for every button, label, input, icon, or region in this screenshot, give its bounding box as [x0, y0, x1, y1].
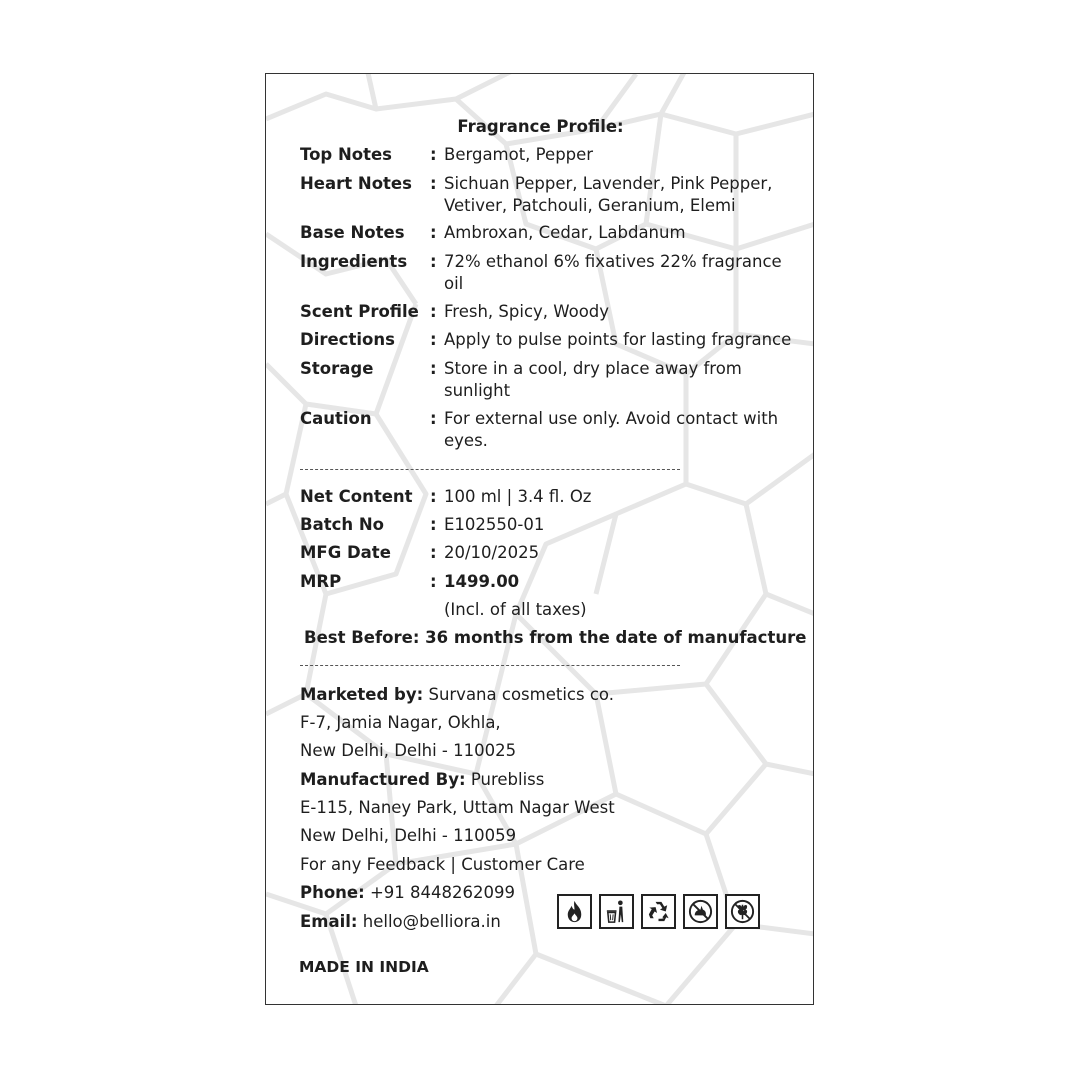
row-key: Scent Profile: [300, 302, 419, 321]
row-value: Ambroxan, Cedar, Labdanum: [444, 223, 686, 242]
row-colon: :: [430, 487, 437, 506]
row-key: Base Notes: [300, 223, 405, 242]
manufactured-by-name: Purebliss: [470, 770, 545, 789]
row-colon: :: [430, 543, 437, 562]
row-value: Apply to pulse points for lasting fragrance: [444, 330, 792, 349]
mrp-tax-note: (Incl. of all taxes): [444, 600, 587, 619]
row-value: Bergamot, Pepper: [444, 145, 594, 164]
row-colon: :: [430, 409, 437, 428]
safety-icons: [557, 894, 760, 929]
row-key: MFG Date: [300, 543, 391, 562]
manufactured-address-line1: E-115, Naney Park, Uttam Nagar West: [300, 798, 615, 817]
flammable-icon: [557, 894, 592, 929]
marketed-address-line1: F-7, Jamia Nagar, Okhla,: [300, 713, 501, 732]
mrp-value: 1499.00: [444, 572, 520, 591]
row-key: MRP: [300, 572, 342, 591]
row-value: E102550-01: [444, 515, 545, 534]
email-address: hello@belliora.in: [362, 912, 501, 931]
fragrance-profile-title: Fragrance Profile:: [457, 117, 624, 136]
row-colon: :: [430, 515, 437, 534]
row-colon: :: [430, 572, 437, 591]
row-key: Heart Notes: [300, 174, 412, 193]
gluten-free-icon: [725, 894, 760, 929]
marketed-by-label: Marketed by:: [300, 685, 424, 704]
manufactured-by: [300, 769, 544, 791]
row-colon: :: [430, 359, 437, 378]
phone-label: Phone:: [300, 883, 365, 902]
dispose-in-bin-icon: [599, 894, 634, 929]
row-colon: :: [430, 252, 437, 271]
manufactured-address-line2: New Delhi, Delhi - 110059: [300, 826, 517, 845]
customer-care-text: For any Feedback | Customer Care: [300, 855, 585, 874]
row-colon: :: [430, 145, 437, 164]
email-label: Email:: [300, 912, 358, 931]
row-key: Ingredients: [300, 252, 408, 271]
separator-line: [300, 469, 680, 470]
separator-line: [300, 665, 680, 666]
row-key: Batch No: [300, 515, 385, 534]
row-key: Caution: [300, 409, 372, 428]
made-in-india: MADE IN INDIA: [299, 958, 429, 976]
marketed-address-line2: New Delhi, Delhi - 110025: [300, 741, 517, 760]
row-key: Directions: [300, 330, 395, 349]
email: [300, 911, 501, 933]
best-before: Best Before: 36 months from the date of manufacture: [304, 628, 807, 647]
row-colon: :: [430, 223, 437, 242]
row-key: Storage: [300, 359, 374, 378]
recycle-icon: [641, 894, 676, 929]
row-colon: :: [430, 174, 437, 193]
manufactured-by-label: Manufactured By:: [300, 770, 466, 789]
row-value: For external use only. Avoid contact with eyes.: [444, 409, 779, 450]
row-value: 20/10/2025: [444, 543, 540, 562]
row-value: 72% ethanol 6% fixatives 22% fragrance oil: [444, 252, 782, 293]
row-colon: :: [430, 302, 437, 321]
row-colon: :: [430, 330, 437, 349]
marketed-by: [300, 684, 614, 706]
row-key: Net Content: [300, 487, 413, 506]
row-key: Top Notes: [300, 145, 392, 164]
product-label: [265, 73, 814, 1005]
phone: [300, 882, 515, 904]
row-value: 100 ml | 3.4 fl. Oz: [444, 487, 592, 506]
row-value: Fresh, Spicy, Woody: [444, 302, 610, 321]
row-value: Store in a cool, dry place away from sunlight: [444, 359, 742, 400]
not-tested-on-animals-icon: [683, 894, 718, 929]
marketed-by-name: Survana cosmetics co.: [428, 685, 614, 704]
phone-number: +91 8448262099: [369, 883, 516, 902]
row-value: Sichuan Pepper, Lavender, Pink Pepper, Vetiver, Patchouli, Geranium, Elemi: [444, 174, 773, 215]
